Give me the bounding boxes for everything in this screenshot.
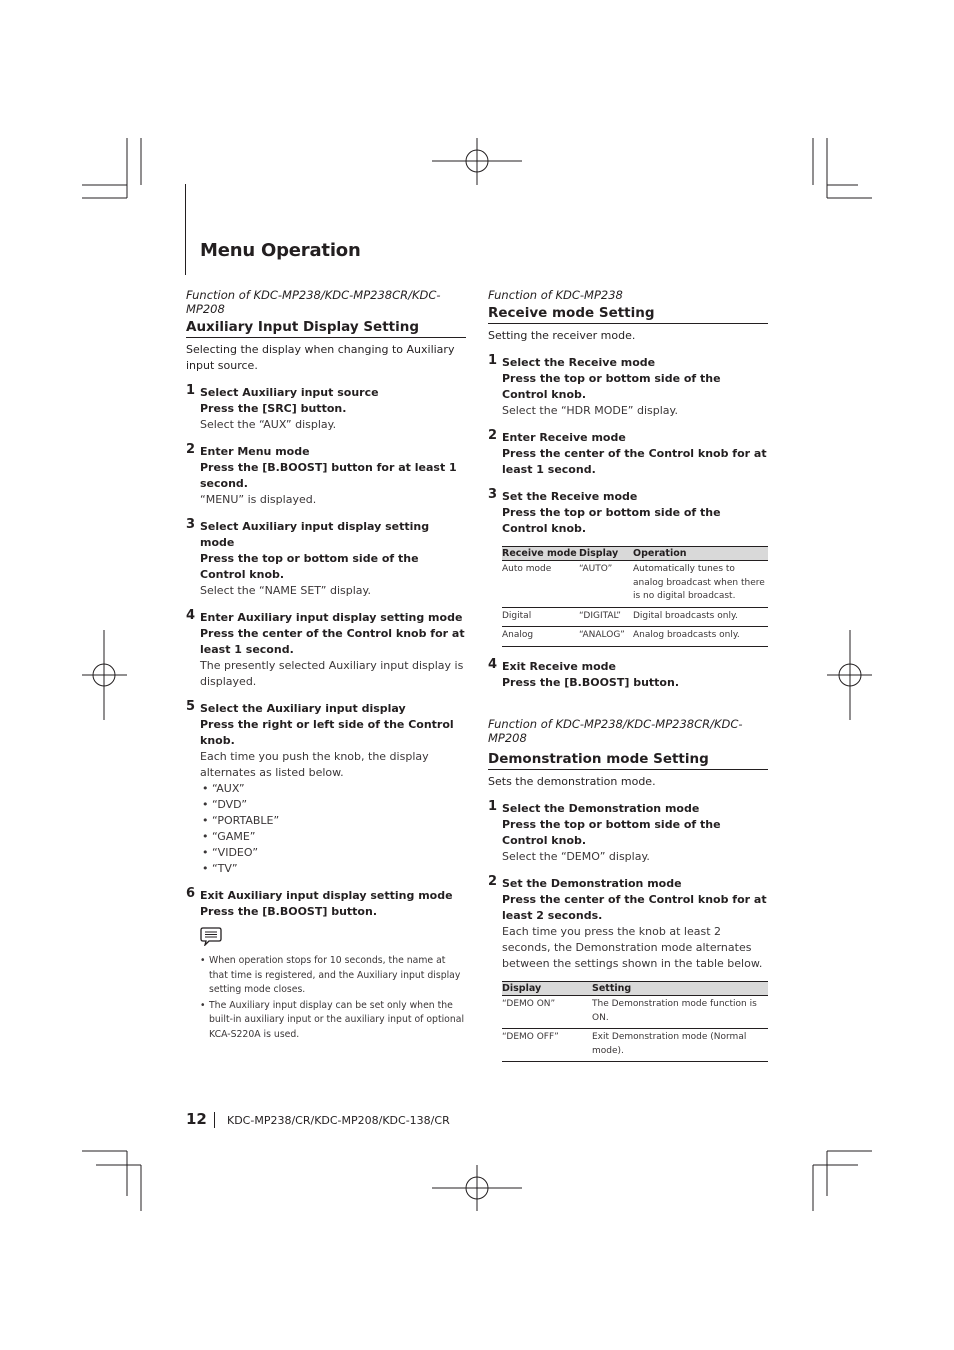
step-action: Press the top or bottom side of the Control knob. bbox=[502, 818, 721, 847]
page-title: Menu Operation bbox=[200, 240, 361, 261]
demo-mode-section bbox=[488, 717, 768, 1062]
title-rule bbox=[185, 184, 186, 275]
step-heading: Set the Receive mode bbox=[502, 490, 638, 503]
step-5 bbox=[186, 701, 466, 877]
step-number: 5 bbox=[186, 699, 196, 714]
table-cell: Digital broadcasts only. bbox=[633, 607, 768, 627]
step-number: 3 bbox=[488, 487, 498, 502]
step-2 bbox=[488, 430, 768, 478]
step-number: 2 bbox=[186, 442, 196, 457]
step-2 bbox=[186, 444, 466, 508]
step-heading: Select the Auxiliary input display bbox=[200, 702, 406, 715]
function-note: Function of KDC-MP238/KDC-MP238CR/KDC-MP208 bbox=[488, 717, 743, 745]
table-cell: “DEMO OFF” bbox=[502, 1029, 592, 1062]
table-cell: Digital bbox=[502, 607, 579, 627]
page-number: 12 bbox=[186, 1110, 207, 1128]
section-intro: Sets the demonstration mode. bbox=[488, 775, 656, 788]
step-heading: Exit Receive mode bbox=[502, 659, 616, 673]
step-action: Press the [B.BOOST] button. bbox=[502, 675, 679, 689]
column-header: Operation bbox=[633, 547, 768, 561]
step-action: Press the [B.BOOST] button. bbox=[200, 905, 377, 918]
step-heading: Exit Auxiliary input display setting mode bbox=[200, 889, 453, 902]
step-number: 3 bbox=[186, 517, 196, 532]
section-title: Demonstration mode Setting bbox=[488, 750, 768, 770]
step-description: Each time you press the knob at least 2 seconds, the Demonstration mode alternates between the settings shown in the table below. bbox=[502, 925, 763, 970]
table-cell: Auto mode bbox=[502, 561, 579, 608]
step-description: “MENU” is displayed. bbox=[200, 493, 317, 506]
step-heading: Enter Menu mode bbox=[200, 445, 310, 458]
step-heading: Enter Auxiliary input display setting mode bbox=[200, 611, 463, 624]
step-heading: Select Auxiliary input display setting mode bbox=[200, 520, 430, 549]
step-4 bbox=[186, 610, 466, 690]
step-number: 4 bbox=[488, 656, 498, 672]
column-header: Display bbox=[502, 982, 592, 996]
step-heading: Select the Demonstration mode bbox=[502, 802, 700, 815]
model-line: KDC-MP238/CR/KDC-MP208/KDC-138/CR bbox=[227, 1114, 450, 1127]
section-intro: Selecting the display when changing to Auxiliary input source. bbox=[186, 343, 455, 372]
step-heading: Enter Receive mode bbox=[502, 431, 626, 444]
memo-icon bbox=[200, 926, 222, 946]
display-option: • “DVD” bbox=[202, 798, 248, 811]
table-cell: “AUTO” bbox=[579, 561, 633, 608]
step-heading: Select the Receive mode bbox=[502, 356, 656, 369]
step-4 bbox=[488, 656, 768, 691]
receive-mode-section bbox=[488, 288, 768, 691]
note-item: • When operation stops for 10 seconds, the name at that time is registered, and the Auxiliary input display setting mode closes. bbox=[200, 955, 461, 995]
receive-mode-table bbox=[502, 546, 768, 647]
step-heading: Select Auxiliary input source bbox=[200, 386, 379, 399]
note-item: • The Auxiliary input display can be set only when the built-in auxiliary input or the auxiliary input of optional KCA-S220A is used. bbox=[200, 999, 465, 1040]
column-header: Display bbox=[579, 547, 633, 561]
table-row bbox=[502, 996, 768, 1029]
display-option: • “VIDEO” bbox=[202, 846, 259, 859]
step-number: 2 bbox=[488, 428, 498, 443]
note-text: When operation stops for 10 seconds, the name at that time is registered, and the Auxiliary input display setting mode closes. bbox=[209, 955, 461, 995]
function-note: Function of KDC-MP238 bbox=[488, 288, 623, 302]
step-number: 1 bbox=[488, 353, 498, 368]
step-action: Press the center of the Control knob for at least 2 seconds. bbox=[502, 893, 767, 922]
step-number: 1 bbox=[488, 799, 498, 814]
step-description: Select the “HDR MODE” display. bbox=[502, 404, 678, 417]
step-number: 2 bbox=[488, 874, 498, 889]
step-heading: Set the Demonstration mode bbox=[502, 877, 682, 890]
display-option: • “TV” bbox=[202, 862, 238, 875]
column-header: Receive mode bbox=[502, 547, 579, 561]
section-title: Auxiliary Input Display Setting bbox=[186, 318, 466, 338]
table-cell: Exit Demonstration mode (Normal mode). bbox=[592, 1029, 768, 1062]
table-row bbox=[502, 607, 768, 627]
step-3 bbox=[186, 519, 466, 599]
step-6 bbox=[186, 888, 466, 920]
step-number: 6 bbox=[186, 886, 196, 901]
step-action: Press the right or left side of the Control knob. bbox=[200, 718, 454, 747]
table-cell: The Demonstration mode function is ON. bbox=[592, 996, 768, 1029]
display-option: • “GAME” bbox=[202, 830, 256, 843]
step-1 bbox=[186, 385, 466, 433]
step-1 bbox=[488, 801, 768, 865]
table-cell: Automatically tunes to analog broadcast when there is no digital broadcast. bbox=[633, 561, 768, 608]
table-row bbox=[502, 627, 768, 647]
function-note: Function of KDC-MP238/KDC-MP238CR/KDC-MP208 bbox=[186, 288, 441, 316]
notes-list bbox=[186, 954, 466, 1042]
step-description: Each time you push the knob, the display alternates as listed below. bbox=[200, 750, 429, 779]
table-cell: Analog broadcasts only. bbox=[633, 627, 768, 647]
table-cell: Analog bbox=[502, 627, 579, 647]
aux-display-section bbox=[186, 288, 466, 1043]
section-intro: Setting the receiver mode. bbox=[488, 329, 636, 342]
note-text: The Auxiliary input display can be set only when the built-in auxiliary input or the auxiliary input of optional KCA-S220A is used. bbox=[209, 999, 465, 1040]
step-action: Press the center of the Control knob for at least 1 second. bbox=[502, 447, 767, 476]
step-1 bbox=[488, 355, 768, 419]
column-header: Setting bbox=[592, 982, 768, 996]
step-2 bbox=[488, 876, 768, 972]
table-cell: “ANALOG” bbox=[579, 627, 633, 647]
demo-mode-table bbox=[502, 981, 768, 1062]
step-number: 4 bbox=[186, 608, 196, 623]
display-option: • “AUX” bbox=[202, 782, 245, 795]
step-action: Press the top or bottom side of the Control knob. bbox=[200, 552, 419, 581]
table-row bbox=[502, 561, 768, 608]
table-cell: “DIGITAL” bbox=[579, 607, 633, 627]
table-row bbox=[502, 1029, 768, 1062]
step-action: Press the [SRC] button. bbox=[200, 402, 347, 415]
step-description: Select the “DEMO” display. bbox=[502, 850, 650, 863]
step-action: Press the top or bottom side of the Control knob. bbox=[502, 506, 721, 535]
step-description: Select the “NAME SET” display. bbox=[200, 584, 371, 597]
footer-divider bbox=[214, 1112, 215, 1128]
step-action: Press the top or bottom side of the Control knob. bbox=[502, 372, 721, 401]
step-action: Press the center of the Control knob for at least 1 second. bbox=[200, 627, 465, 656]
section-title: Receive mode Setting bbox=[488, 304, 768, 324]
step-number: 1 bbox=[186, 383, 196, 398]
step-description: The presently selected Auxiliary input display is displayed. bbox=[200, 659, 464, 688]
table-cell: “DEMO ON” bbox=[502, 996, 592, 1029]
step-description: Select the “AUX” display. bbox=[200, 418, 337, 431]
step-3 bbox=[488, 489, 768, 537]
step-action: Press the [B.BOOST] button for at least 1 second. bbox=[200, 461, 457, 490]
display-option: • “PORTABLE” bbox=[202, 814, 280, 827]
